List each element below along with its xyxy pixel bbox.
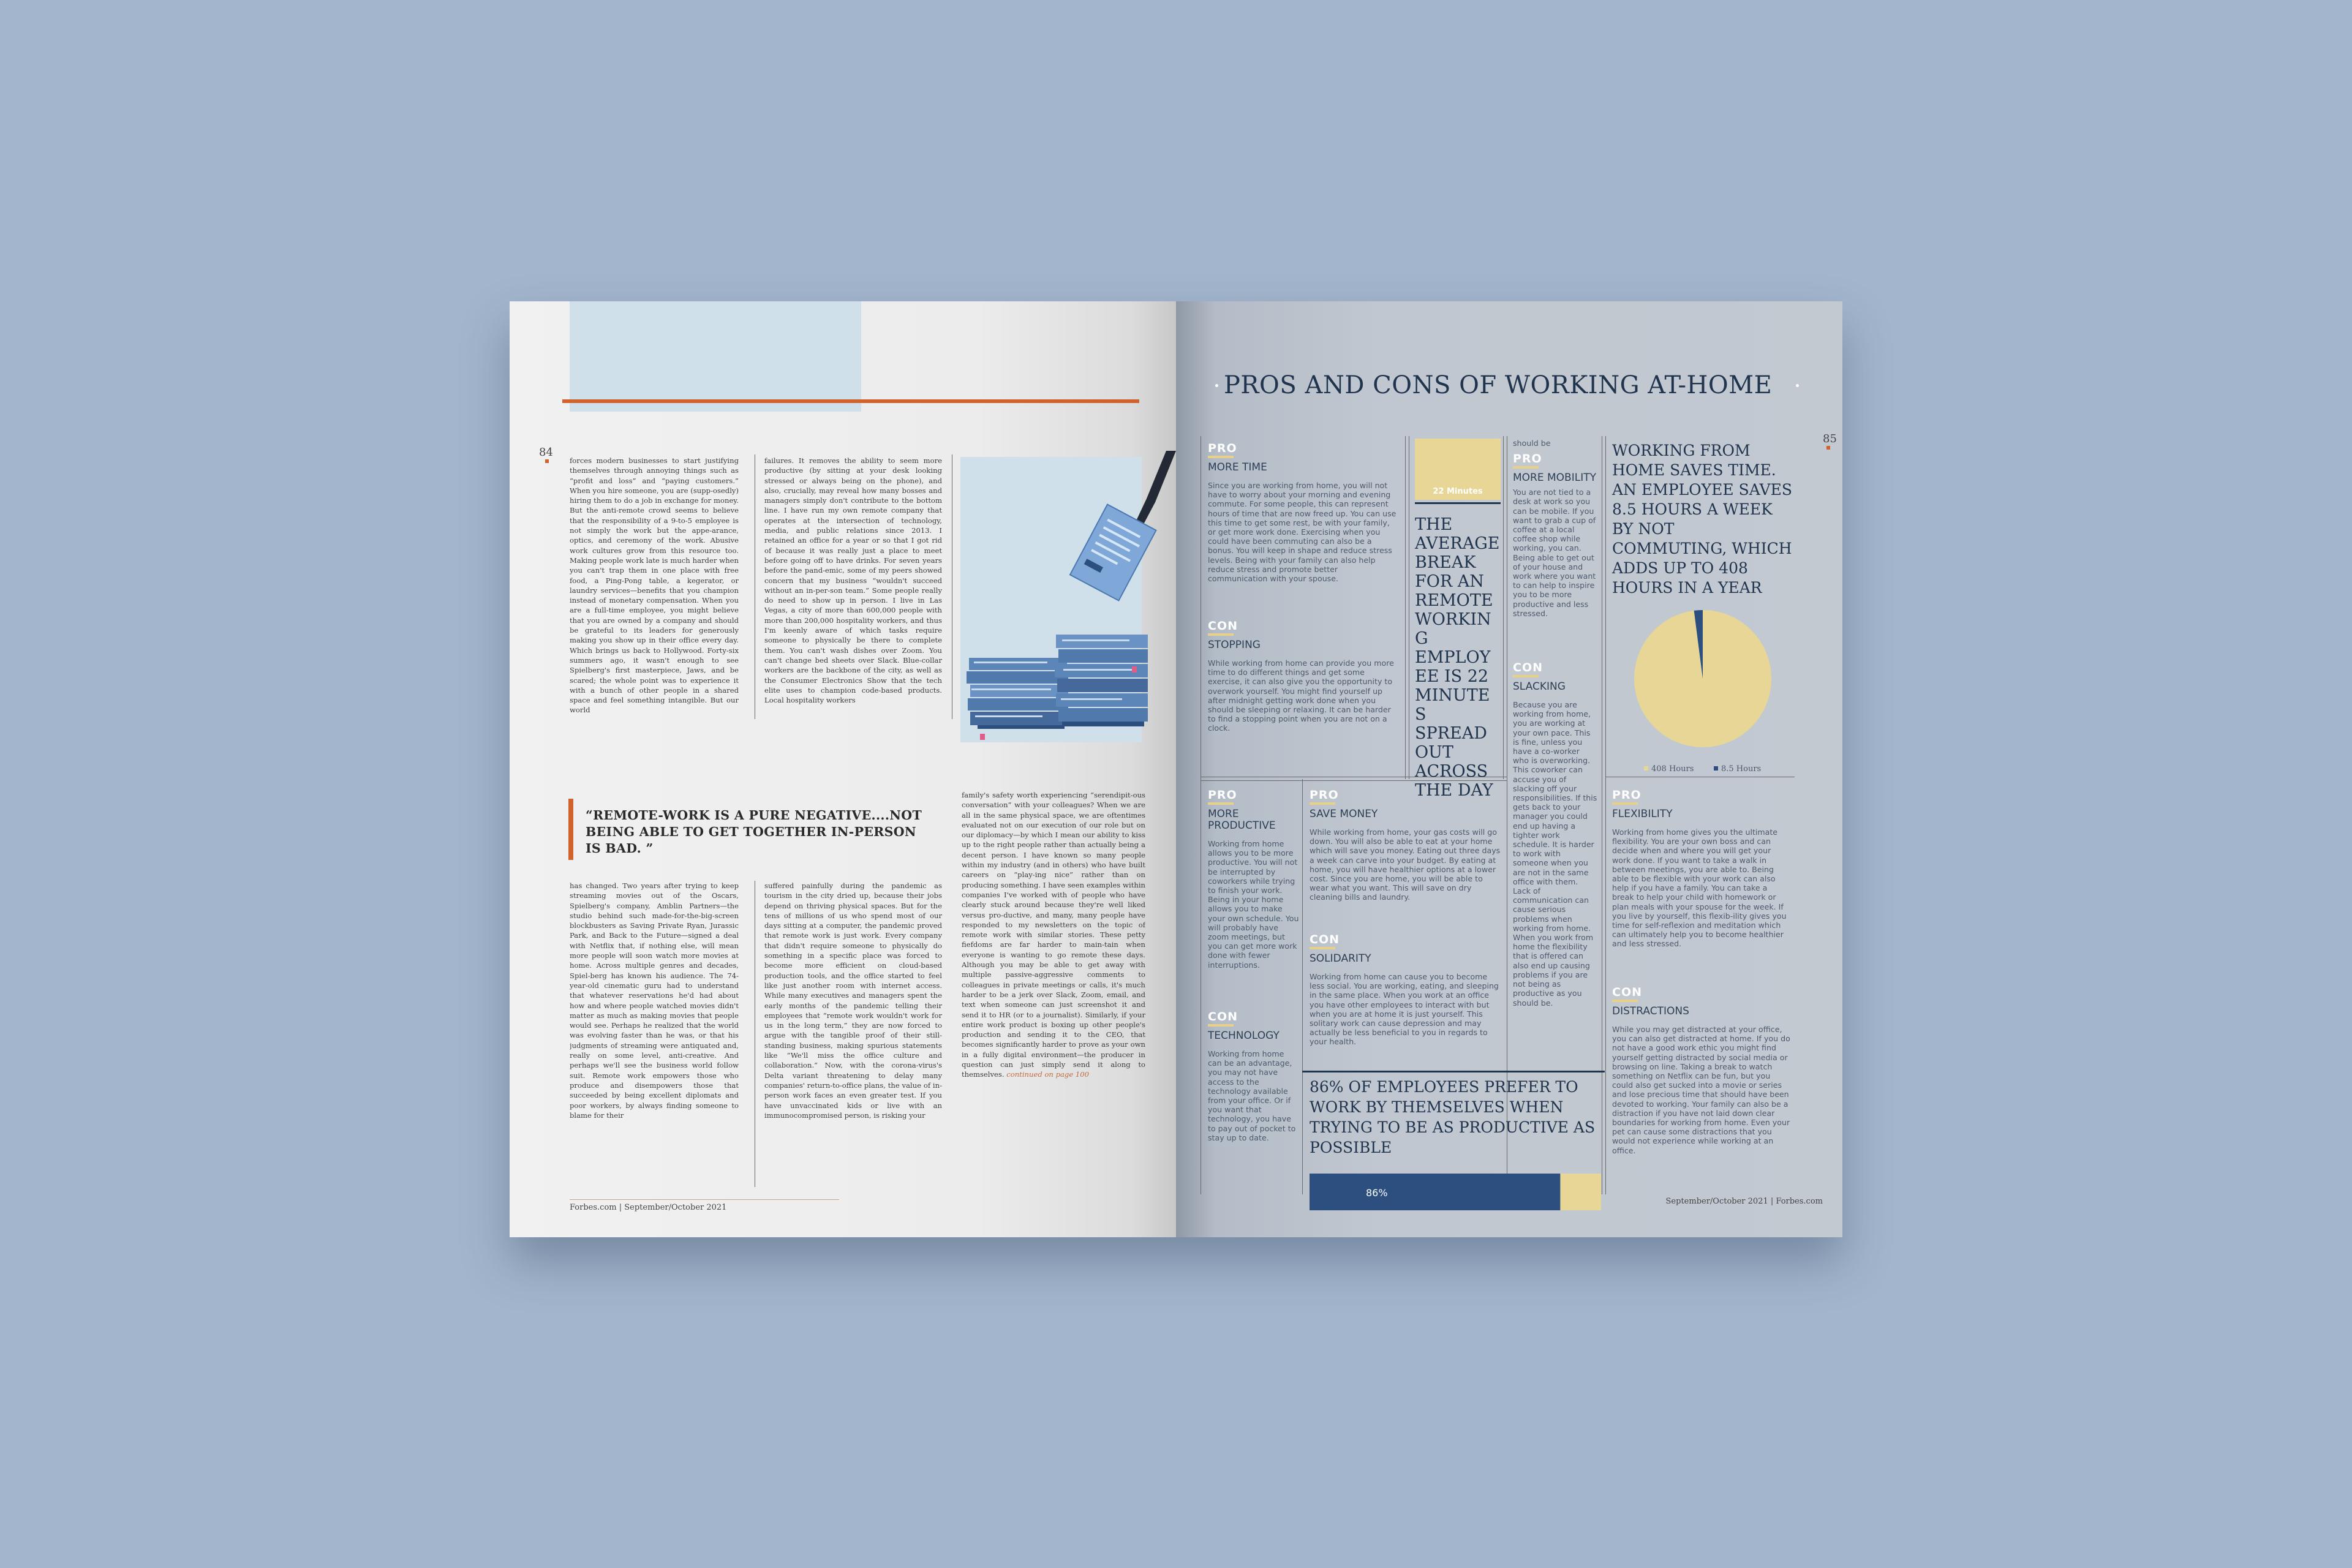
item-title: TECHNOLOGY: [1208, 1030, 1280, 1042]
commute-stat-text: WORKING FROM HOME SAVES TIME. AN EMPLOYEE SAVES 8.5 HOURS A WEEK BY NOT COMMUTING, WHICH ADDS UP TO 408 HOURS IN A YEAR: [1612, 442, 1792, 597]
page-footer: September/October 2021 | Forbes.com: [1665, 1197, 1823, 1206]
page-number-marker: [545, 459, 549, 463]
item-title: FLEXIBILITY: [1612, 808, 1673, 820]
right-page: [1176, 301, 1842, 1237]
bar-label: 86%: [1366, 1187, 1388, 1199]
paperwork-illustration: [953, 451, 1176, 747]
con-tag: CON: [1310, 933, 1340, 946]
item-body: You are not tied to a desk at work so you can be mobile. If you want to grab a cup of coffee at a local coffee shop while working, you can. Being able to get out of your house and work where you want to can help to inspire you to be more productive and less stressed.: [1513, 488, 1596, 618]
con-stopping: [1208, 620, 1399, 733]
tag-underline: [1310, 947, 1335, 949]
commute-stat: [1612, 441, 1793, 793]
grid-rule: [1200, 436, 1201, 1194]
page-number-marker: [1826, 446, 1830, 450]
magazine-spread: [510, 301, 1842, 1237]
tag-underline: [1208, 633, 1234, 636]
article-column-3-text: family's safety worth experiencing “serendipit-ous conversation” with your colleagues? When we are all in the same physical space, we are oftentimes evaluated not on our execution of our role but on our diplomacy—by which I mean our ability to kiss up to the right people rather than actually being a decent person. I have known so many people within my industry (and in others) who have built careers on “play-ing nice” rather than on producing something. I have seen examples within companies I've worked with of people who have clearly stuck around because they're well liked versus pro-ductive, and many, many people have responded to my newsletters on the topic of remote work with similar stories. These petty fiefdoms are far harder to main-tain when everyone is wanting to go remote these days. Although you may be able to get away with multiple passive-aggressive comments to colleagues in private meetings or calls, it's much harder to be a jerk over Slack, Zoom, email, and text when someone can just screenshot it and send it to HR (or to a journalist). Similarly, if your entire work product is boxing up other people's production and sending it to the CEO, that becomes significantly harder to prove as your own in a fully digital environment—the producer in question can just simply send it along to themselves.: [962, 791, 1145, 1079]
pro-tag: PRO: [1612, 788, 1642, 802]
item-title: MORE PRODUCTIVE: [1208, 808, 1276, 832]
legend-swatch: [1714, 766, 1718, 771]
con-tag: CON: [1513, 661, 1543, 674]
con-tag: CON: [1208, 1010, 1238, 1023]
item-body: Working from home gives you the ultimate flexibility. You are your own boss and can decide when and where you will get your work done. If you want to take a walk in between meetings, you are able to. Being able to be flexible with your work can also help if you have a family. You can take a break to help your child with homework or plan meals with your spouse for the week. If you live by yourself, this flexib-ility gives you time for self-reflexion and meditation which can ultimately help you to become healthier and less stressed.: [1612, 827, 1787, 949]
item-title: MORE MOBILITY: [1513, 472, 1596, 484]
pro-tag: PRO: [1310, 788, 1339, 802]
pro-tag: PRO: [1208, 788, 1237, 802]
footer-rule: [570, 1199, 839, 1200]
article-column-3: [962, 790, 1145, 1182]
badge-rule: [1415, 502, 1501, 504]
page-number: 84: [539, 446, 553, 459]
pull-quote: “REMOTE-WORK IS A PURE NEGATIVE....NOT BEING ABLE TO GET TOGETHER IN-PERSON IS BAD. ”: [586, 808, 922, 856]
tag-underline: [1513, 675, 1539, 677]
productive-bar-chart: [1310, 1174, 1601, 1213]
grid-rule: [1605, 436, 1606, 1194]
grid-rule: [1302, 779, 1303, 1194]
grid-rule: [1405, 436, 1406, 779]
item-body: Working from home can cause you to become less social. You are working, eating, and sleeping in the same place. When you work at an office you have other employees to interact with but when you are at home it is just yourself. This solitary work can cause depression and may actually be less beneficial to you in regards to your health.: [1310, 972, 1499, 1047]
pro-more-time: [1208, 442, 1399, 583]
left-page: [510, 301, 1176, 1237]
legend-label: 8.5 Hours: [1721, 764, 1762, 774]
infographic-title: PROS AND CONS OF WORKING AT-HOME: [1224, 371, 1773, 399]
productive-stat-text: 86% OF EMPLOYEES PREFER TO WORK BY THEMSELVES WHEN TRYING TO BE AS PRODUCTIVE AS POSSIBLE: [1310, 1078, 1596, 1156]
stat-rule: [1302, 1071, 1605, 1072]
page-number: 85: [1823, 432, 1837, 445]
item-body: Working from home can be an advantage, you may not have access to the technology available from your office. Or if you want that technology, you have to pay out of pocket to stay up to date.: [1208, 1049, 1296, 1142]
pull-quote-bar: [568, 799, 573, 860]
tag-underline: [1208, 802, 1234, 805]
pro-tag: PRO: [1513, 452, 1542, 466]
break-stat-text: THE AVERAGE BREAK FOR AN REMOTE WORKING EMPLOYEE IS 22 MINUTES SPREAD OUT ACROSS THE DAY: [1415, 515, 1500, 800]
item-body: While working from home can provide you more time to do different things and get some exercise, it can also give you the opportunity to overwork yourself. You might find yourself up after midnight getting work done when you should be sleeping or relaxing. It can be harder to find a stopping point when you are not on a clock.: [1208, 658, 1394, 733]
continued-text: should be: [1513, 439, 1551, 448]
item-title: SLACKING: [1513, 680, 1566, 693]
continued-note[interactable]: continued on page 100: [1006, 1070, 1090, 1079]
tag-underline: [1310, 802, 1335, 805]
article-column-1-bottom: has changed. Two years after trying to keep streaming movies out of the Oscars, Spielberg's company, Amblin Partners—the studio behind such made-for-the-big-screen blockbusters as Saving Private Ryan, Jurassic Park, and Back to the Future—signed a deal with Netflix that, if nothing else, will mean more people will soon watch more movies at home. Across multiple genres and decades, Spiel-berg has known his audience. The 74-year-old cinematic guru had to understand that whatever reservations he'd had about how and where people watched movies didn't matter as much as making movies that people would see. Perhaps he realized that the world was evolving faster than he was, or that his judgments of streaming were antiquated and, really on some level, anti-creative. And perhaps we'll see the business world follow suit. Remote work empowers those who produce and disempowers those that succeeded by being excellent diplomats and poor workers, by always finding someone to blame for their: [570, 881, 739, 1120]
productive-stat: [1310, 1077, 1601, 1215]
minutes-badge-text: 22 Minutes: [1433, 487, 1483, 496]
infographic-grid: [1200, 436, 1795, 1199]
pro-more-productive: [1208, 789, 1300, 970]
tag-underline: [1612, 1000, 1638, 1002]
header-color-block: [570, 301, 861, 412]
minutes-badge: [1415, 439, 1501, 500]
item-body: Because you are working from home, you are working at your own pace. This is fine, unless you have a co-worker who is overworking. This coworker can accuse you of slacking off your responsibilities. If this gets back to your manager you could end up having a tighter work schedule. It is harder to work with someone when you are not in the same office with them. Lack of communication can cause serious problems when working from home. When you work from home the flexibility that is offered can also end up causing problems if you are not being as productive as you should be.: [1513, 700, 1597, 1008]
title-dot-right: [1796, 384, 1799, 387]
item-title: SOLIDARITY: [1310, 952, 1371, 965]
con-tag: CON: [1612, 986, 1642, 999]
legend-label: 408 Hours: [1651, 764, 1694, 774]
pro-tag: PRO: [1208, 442, 1237, 455]
pro-mobility: [1513, 439, 1597, 618]
legend-swatch: [1644, 766, 1648, 771]
page-footer: Forbes.com | September/October 2021: [570, 1203, 727, 1212]
title-dot-left: [1215, 384, 1218, 387]
pro-save-money: [1310, 789, 1501, 902]
tag-underline: [1208, 1024, 1234, 1027]
item-title: MORE TIME: [1208, 461, 1267, 473]
grid-rule: [1503, 436, 1504, 779]
article-column-2-bottom: suffered painfully during the pandemic as tourism in the city dried up, because their jobs depend on thriving physical spaces. But for the tens of millions of us who spend most of our days sitting at a computer, the pandemic proved that remote work is just work. Every company that didn't require someone to physically do something in a specific place was forced to become more efficient on cloud-based production tools, and the office started to feel like just another room with internet access. While many executives and managers spent the early months of the pandemic telling their employees that “remote work wouldn't work for us in the long term,” they are now forced to argue with the tangible proof of their still-standing business, making spurious statements like “We'll miss the office culture and collaboration.” Now, with the corona-virus's Delta variant threatening to delay many companies' return-to-office plans, the value of in-person work faces an even greater test. If you have unvaccinated kids or live with an immunocompromised person, is risking your: [764, 881, 942, 1120]
tag-underline: [1513, 466, 1539, 469]
item-body: While working from home, your gas costs will go down. You will also be able to eat at your home which will save you money. Eating out three days a week can carve into your budget. By eating at home, you will have healthier options at a lower cost. Since you are home, you will be able to wear what you want. This will save on dry cleaning bills and laundry.: [1310, 827, 1501, 902]
con-solidarity: [1310, 933, 1501, 1047]
item-body: Since you are working from home, you will not have to worry about your morning and evening commute. For some people, this can represent hours of time that are now freed up. You can use this time to get some rest, be with your family, or get more work done. Exercising when you could have been commuting can also be a bonus. You will keep in shape and reduce stress levels. Being with your family can also help reduce stress and promote better communication with your spouse.: [1208, 481, 1396, 584]
header-orange-rule: [562, 399, 1139, 403]
pro-flexibility: [1612, 789, 1791, 949]
item-title: STOPPING: [1208, 639, 1261, 651]
article-column-2-top: failures. It removes the ability to seem more productive (by sitting at your desk looking stressed or always being on the phone), and also, crucially, may reveal how many bosses and managers simply don't contribute to the bottom line. I have run my own remote company that operates at the intersection of technology, media, and public relations since 2013. I retained an office for a year or so that I got rid of because it was really just a place to meet before going off to have drinks. For seven years before the pand-emic, some of my peers showed concern that my business “wouldn't succeed without an in-per-son team.” Some people really do need to show up in person. I live in Las Vegas, a city of more than 600,000 people with more than 200,000 hospitality workers, and thus I'm keenly aware of which tasks require someone to physically be there to complete them. You can't wash dishes over Zoom. You can't change bed sheets over Slack. Blue-collar workers are the backbone of the city, as well as the Consumer Electronics Show that the tech elite uses to champion code-based products. Local hospitality workers: [764, 456, 942, 705]
tag-underline: [1612, 802, 1638, 805]
con-tag: CON: [1208, 619, 1238, 633]
con-technology: [1208, 1011, 1300, 1142]
item-title: SAVE MONEY: [1310, 808, 1378, 820]
item-body: Working from home allows you to be more productive. You will not be interrupted by coworkers while trying to finish your work. Being in your home allows you to make your own schedule. You will probably have zoom meetings, but you can get more work done with fewer interruptions.: [1208, 839, 1299, 970]
tag-underline: [1208, 456, 1234, 458]
commute-pie-chart: [1612, 606, 1793, 790]
article-column-1-top: forces modern businesses to start justifying themselves through annoying things such as “profit and loss” and “paying customers.” When you hire someone, you are (supp-osedly) hiring them to do a job in exchange for money. But the anti-remote crowd seems to believe that the responsibility of a 9-to-5 employee is not simply the work but the appe-arance, optics, and ceremony of the work. Abusive work cultures grow from this resource too. Making people work late is much harder when you can't trap them in one place with free food, a Ping-Pong table, a kegerator, or laundry services—benefits that you champion instead of monetary compensation. When you are a full-time employee, you might believe that you are owned by a company and should be grateful to its leaders for generously making you show up in their office every day. Which brings us back to Hollywood. Forty-six summers ago, it wasn't enough to see Spielberg's first masterpiece, Jaws, and be scared; the whole point was to experience it with a bunch of other people in a shared space and feel something intangible. But our world: [570, 456, 739, 715]
item-title: DISTRACTIONS: [1612, 1005, 1689, 1017]
bar-fill: [1310, 1174, 1560, 1210]
item-body: While you may get distracted at your office, you can also get distracted at home. If you do not have a good work ethic you might find yourself getting distracted by social media or browsing on line. Taking a break to watch something on Netflix can be fun, but you could also get sucked into a movie or series and lose precious time that should have been devoted to working. Your family can also be a distraction if you have not laid down clear boundaries for working from home. Even your pet can cause some distractions that you would not experience while working at an office.: [1612, 1025, 1790, 1155]
con-distractions: [1612, 986, 1791, 1155]
con-slacking: [1513, 662, 1597, 1008]
break-stat: [1415, 439, 1501, 800]
